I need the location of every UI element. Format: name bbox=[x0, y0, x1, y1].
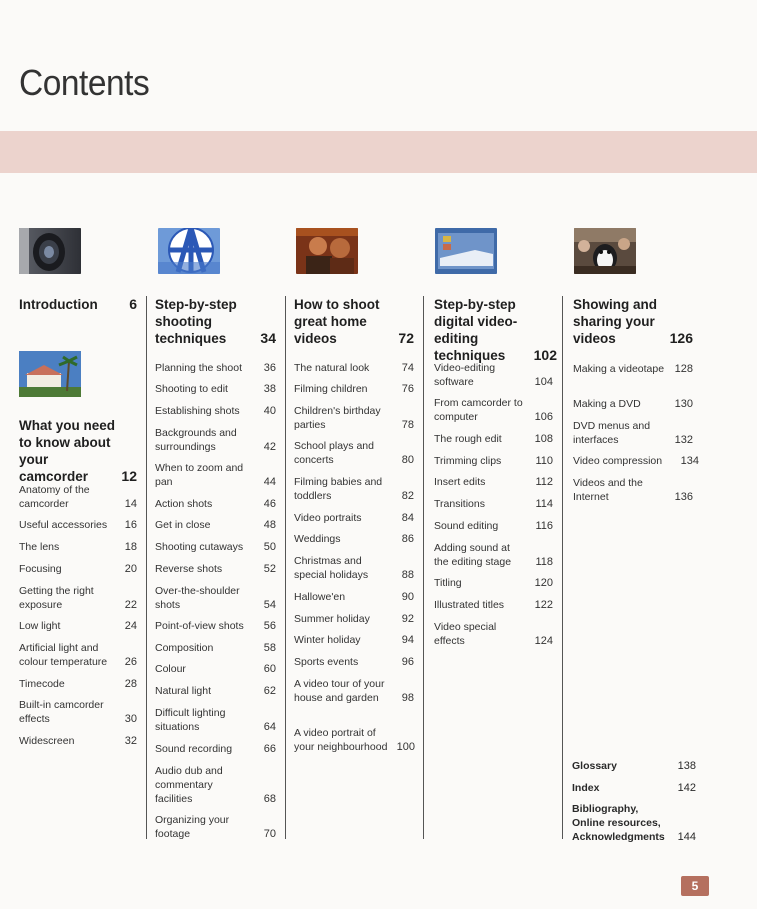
entry-page: 64 bbox=[263, 721, 276, 733]
entry-page: 58 bbox=[263, 642, 276, 654]
toc-entry[interactable] bbox=[155, 584, 276, 612]
entry-page: 40 bbox=[263, 405, 276, 417]
entry-title: Focusing bbox=[19, 563, 62, 575]
entry-title: Audio dub and commentary facilities bbox=[155, 765, 223, 805]
section-page: 102 bbox=[533, 347, 557, 363]
entry-page: 74 bbox=[401, 362, 414, 374]
toc-entry[interactable] bbox=[155, 813, 276, 841]
entry-page: 86 bbox=[401, 533, 414, 545]
toc-entry[interactable] bbox=[155, 619, 276, 633]
entry-title: Winter holiday bbox=[294, 634, 361, 646]
toc-entry[interactable] bbox=[434, 396, 553, 424]
section-title: Introduction bbox=[19, 297, 98, 312]
entry-page: 104 bbox=[534, 376, 553, 388]
entry-title: Illustrated titles bbox=[434, 599, 505, 611]
toc-entry[interactable] bbox=[294, 726, 415, 754]
entry-title: Making a DVD bbox=[573, 398, 641, 410]
entry-page: 70 bbox=[263, 828, 276, 840]
entry-title: A video portrait of your neighbourhood bbox=[294, 727, 388, 753]
section-page: 126 bbox=[669, 330, 693, 346]
entry-title: Filming children bbox=[294, 383, 368, 395]
family-photo-icon bbox=[296, 228, 358, 274]
entry-page: 52 bbox=[263, 563, 276, 575]
toc-entry[interactable] bbox=[155, 662, 276, 676]
toc-entry[interactable] bbox=[434, 454, 553, 468]
entry-page: 100 bbox=[396, 741, 415, 753]
section-title: Step-by-step digital video-editing techniques bbox=[434, 297, 518, 363]
entry-page: 114 bbox=[535, 498, 553, 510]
entry-title: Composition bbox=[155, 642, 214, 654]
entry-page: 68 bbox=[263, 793, 276, 805]
entry-title: Widescreen bbox=[19, 735, 75, 747]
hot-air-balloon-photo-icon bbox=[158, 228, 220, 274]
entry-page: 36 bbox=[263, 362, 276, 374]
entry-title: Children's birthday parties bbox=[294, 405, 381, 431]
toc-entry[interactable] bbox=[19, 641, 137, 669]
entry-title: Low light bbox=[19, 620, 61, 632]
entry-page: 14 bbox=[124, 498, 137, 510]
section-page: 34 bbox=[260, 330, 276, 346]
toc-entry[interactable] bbox=[434, 519, 553, 533]
entry-page: 96 bbox=[401, 656, 414, 668]
toc-entry[interactable] bbox=[19, 734, 137, 748]
entry-page: 124 bbox=[534, 635, 553, 647]
entry-page: 118 bbox=[535, 556, 553, 568]
section-sharing bbox=[562, 296, 699, 839]
entry-page: 106 bbox=[534, 411, 553, 423]
entry-title: Bibliography, Online resources, Acknowledgments bbox=[572, 803, 665, 843]
toc-entry[interactable] bbox=[294, 655, 414, 669]
toc-entry[interactable] bbox=[434, 576, 553, 590]
entry-page: 42 bbox=[263, 441, 276, 453]
entry-title: Video special effects bbox=[434, 621, 497, 647]
entry-page: 32 bbox=[124, 735, 137, 747]
entry-page: 24 bbox=[124, 620, 137, 632]
toc-entry[interactable] bbox=[155, 461, 276, 489]
entry-title: The lens bbox=[19, 541, 60, 553]
entry-page: 94 bbox=[401, 634, 414, 646]
entry-title: Point-of-view shots bbox=[155, 620, 244, 632]
entry-title: School plays and concerts bbox=[294, 440, 374, 466]
entry-title: Planning the shoot bbox=[155, 362, 242, 374]
entry-page: 144 bbox=[677, 831, 696, 843]
subsection-title: What you need to know about your camcorder bbox=[19, 418, 116, 484]
entry-title: Timecode bbox=[19, 678, 65, 690]
entry-title: The natural look bbox=[294, 362, 370, 374]
toc-entry[interactable] bbox=[155, 361, 276, 375]
entry-page: 136 bbox=[674, 491, 693, 503]
entry-title: Video compression bbox=[573, 455, 663, 467]
toc-entry[interactable] bbox=[294, 612, 414, 626]
toc-entry[interactable] bbox=[434, 541, 553, 569]
section-heading bbox=[155, 296, 276, 347]
entry-page: 98 bbox=[401, 692, 414, 704]
toc-entry[interactable] bbox=[155, 742, 276, 756]
entry-page: 66 bbox=[263, 743, 276, 755]
entry-page: 122 bbox=[534, 599, 553, 611]
entry-page: 28 bbox=[124, 678, 137, 690]
toc-entry[interactable] bbox=[573, 419, 693, 447]
entry-page: 50 bbox=[263, 541, 276, 553]
entry-title: When to zoom and pan bbox=[155, 462, 244, 488]
entry-title: DVD menus and interfaces bbox=[573, 420, 651, 446]
entry-page: 60 bbox=[263, 663, 276, 675]
entry-page: 18 bbox=[124, 541, 137, 553]
toc-entry-glossary[interactable] bbox=[572, 759, 696, 773]
entry-page: 108 bbox=[534, 433, 553, 445]
entry-page: 22 bbox=[124, 599, 137, 611]
toc-entry[interactable] bbox=[294, 590, 414, 604]
entry-title: Backgrounds and surroundings bbox=[155, 427, 237, 453]
toc-entry[interactable] bbox=[19, 698, 137, 726]
entry-page: 88 bbox=[401, 569, 414, 581]
toc-entry[interactable] bbox=[294, 554, 414, 582]
entry-title: Establishing shots bbox=[155, 405, 240, 417]
toc-entry[interactable] bbox=[155, 382, 276, 396]
entry-page: 110 bbox=[535, 455, 553, 467]
toc-entry[interactable] bbox=[19, 619, 137, 633]
subsection-page: 12 bbox=[121, 468, 137, 484]
entry-page: 82 bbox=[401, 490, 414, 502]
toc-entry[interactable] bbox=[155, 426, 276, 454]
toc-entry[interactable] bbox=[434, 620, 553, 648]
entry-page: 26 bbox=[124, 656, 137, 668]
toc-entry[interactable] bbox=[155, 641, 276, 655]
entry-title: Summer holiday bbox=[294, 613, 370, 625]
toc-entry[interactable] bbox=[155, 706, 276, 734]
toc-entry[interactable] bbox=[155, 764, 276, 806]
toc-entry[interactable] bbox=[155, 562, 276, 576]
entry-title: Titling bbox=[434, 577, 462, 589]
entry-page: 84 bbox=[401, 512, 414, 524]
section-shooting bbox=[146, 296, 276, 839]
toc-entry[interactable] bbox=[573, 397, 693, 411]
toc-entry[interactable] bbox=[294, 677, 414, 705]
entry-title: Getting the right exposure bbox=[19, 585, 94, 611]
entry-title: Useful accessories bbox=[19, 519, 108, 531]
entry-title: Hallowe'en bbox=[294, 591, 346, 603]
entry-page: 38 bbox=[263, 383, 276, 395]
toc-entry[interactable] bbox=[434, 475, 553, 489]
toc-entry[interactable] bbox=[19, 584, 137, 612]
toc-entry[interactable] bbox=[434, 432, 553, 446]
toc-entry[interactable] bbox=[573, 476, 693, 504]
entry-title: Insert edits bbox=[434, 476, 486, 488]
section-heading bbox=[19, 296, 137, 313]
section-introduction bbox=[9, 296, 137, 839]
section-editing bbox=[423, 296, 557, 839]
entry-page: 92 bbox=[401, 613, 414, 625]
toc-entry[interactable] bbox=[19, 483, 137, 511]
toc-entry[interactable] bbox=[155, 497, 276, 511]
toc-entry[interactable] bbox=[19, 562, 137, 576]
toc-entry[interactable] bbox=[19, 677, 137, 691]
section-home-videos bbox=[285, 296, 414, 839]
entry-page: 138 bbox=[677, 760, 696, 772]
entry-title: Artificial light and colour temperature bbox=[19, 642, 108, 668]
entry-title: Filming babies and toddlers bbox=[294, 476, 383, 502]
toc-entry[interactable] bbox=[294, 382, 414, 396]
section-title: Step-by-step shooting techniques bbox=[155, 297, 237, 346]
entry-page: 134 bbox=[680, 455, 699, 467]
editing-screen-photo-icon bbox=[435, 228, 497, 274]
toc-entry[interactable] bbox=[19, 540, 137, 554]
toc-entry[interactable] bbox=[294, 475, 414, 503]
entry-title: Trimming clips bbox=[434, 455, 502, 467]
toc-entry[interactable] bbox=[294, 511, 414, 525]
entry-page: 90 bbox=[401, 591, 414, 603]
toc-entry[interactable] bbox=[155, 518, 276, 532]
toc-entry[interactable] bbox=[294, 532, 414, 546]
decorative-band bbox=[0, 131, 757, 173]
entry-page: 116 bbox=[535, 520, 553, 532]
toc-entry[interactable] bbox=[434, 361, 553, 389]
toc-entry[interactable] bbox=[573, 362, 693, 376]
entry-title: Video portraits bbox=[294, 512, 362, 524]
entry-page: 20 bbox=[124, 563, 137, 575]
entry-page: 120 bbox=[534, 577, 553, 589]
entry-page: 142 bbox=[677, 782, 696, 794]
entry-page: 48 bbox=[263, 519, 276, 531]
entry-page: 16 bbox=[124, 519, 137, 531]
entry-title: Adding sound at the editing stage bbox=[434, 542, 512, 568]
entry-title: Shooting cutaways bbox=[155, 541, 244, 553]
entry-title: Transitions bbox=[434, 498, 485, 510]
entry-title: Action shots bbox=[155, 498, 213, 510]
toc-entry[interactable] bbox=[573, 454, 699, 468]
entry-title: Sound editing bbox=[434, 520, 499, 532]
toc-entry[interactable] bbox=[434, 598, 553, 612]
entry-page: 54 bbox=[263, 599, 276, 611]
entry-page: 78 bbox=[401, 419, 414, 431]
entry-title: Videos and the Internet bbox=[573, 477, 643, 503]
entry-page: 128 bbox=[674, 363, 693, 375]
entry-title: Natural light bbox=[155, 685, 212, 697]
entry-title: Difficult lighting situations bbox=[155, 707, 226, 733]
entry-title: Index bbox=[572, 782, 600, 794]
page-number-badge: 5 bbox=[681, 876, 709, 896]
entry-page: 76 bbox=[401, 383, 414, 395]
section-heading bbox=[434, 296, 557, 364]
entry-title: Organizing your footage bbox=[155, 814, 230, 840]
entry-title: The rough edit bbox=[434, 433, 502, 445]
entry-title: Making a videotape bbox=[573, 363, 665, 375]
penguin-crowd-photo-icon bbox=[574, 228, 636, 274]
entry-title: From camcorder to computer bbox=[434, 397, 523, 423]
toc-entry[interactable] bbox=[294, 404, 414, 432]
entry-page: 130 bbox=[674, 398, 693, 410]
entry-title: Shooting to edit bbox=[155, 383, 228, 395]
entry-title: Sound recording bbox=[155, 743, 233, 755]
toc-entry[interactable] bbox=[434, 497, 553, 511]
entry-page: 44 bbox=[263, 476, 276, 488]
entry-title: Colour bbox=[155, 663, 186, 675]
entry-page: 30 bbox=[124, 713, 137, 725]
toc-entry[interactable] bbox=[155, 404, 276, 418]
section-title: How to shoot great home videos bbox=[294, 297, 380, 346]
section-page: 72 bbox=[398, 330, 414, 346]
entry-page: 132 bbox=[674, 434, 693, 446]
entry-page: 62 bbox=[263, 685, 276, 697]
section-heading bbox=[294, 296, 414, 347]
entry-title: A video tour of your house and garden bbox=[294, 678, 385, 704]
entry-page: 46 bbox=[263, 498, 276, 510]
page-title: Contents bbox=[19, 62, 150, 103]
toc-entry[interactable] bbox=[294, 361, 414, 375]
entry-title: Glossary bbox=[572, 760, 617, 772]
toc-entry[interactable] bbox=[155, 540, 276, 554]
section-heading bbox=[573, 296, 693, 347]
toc-entry[interactable] bbox=[19, 518, 137, 532]
toc-entry-index[interactable] bbox=[572, 781, 696, 795]
entry-title: Weddings bbox=[294, 533, 341, 545]
entry-title: Get in close bbox=[155, 519, 211, 531]
toc-entry[interactable] bbox=[294, 439, 414, 467]
toc-entry-bibliography[interactable] bbox=[572, 802, 694, 844]
entry-title: Sports events bbox=[294, 656, 359, 668]
entry-title: Over-the-shoulder shots bbox=[155, 585, 240, 611]
entry-title: Anatomy of the camcorder bbox=[19, 484, 90, 510]
entry-page: 56 bbox=[263, 620, 276, 632]
entry-title: Reverse shots bbox=[155, 563, 223, 575]
subsection-heading bbox=[19, 417, 137, 485]
entry-title: Built-in camcorder effects bbox=[19, 699, 104, 725]
toc-entry[interactable] bbox=[155, 684, 276, 698]
camera-lens-photo-icon bbox=[19, 228, 81, 274]
section-page: 6 bbox=[129, 296, 137, 312]
entry-page: 112 bbox=[535, 476, 553, 488]
entry-title: Video-editing software bbox=[434, 362, 496, 388]
entry-page: 80 bbox=[401, 454, 414, 466]
entry-title: Christmas and special holidays bbox=[294, 555, 369, 581]
section-title: Showing and sharing your videos bbox=[573, 297, 657, 346]
toc-entry[interactable] bbox=[294, 633, 414, 647]
